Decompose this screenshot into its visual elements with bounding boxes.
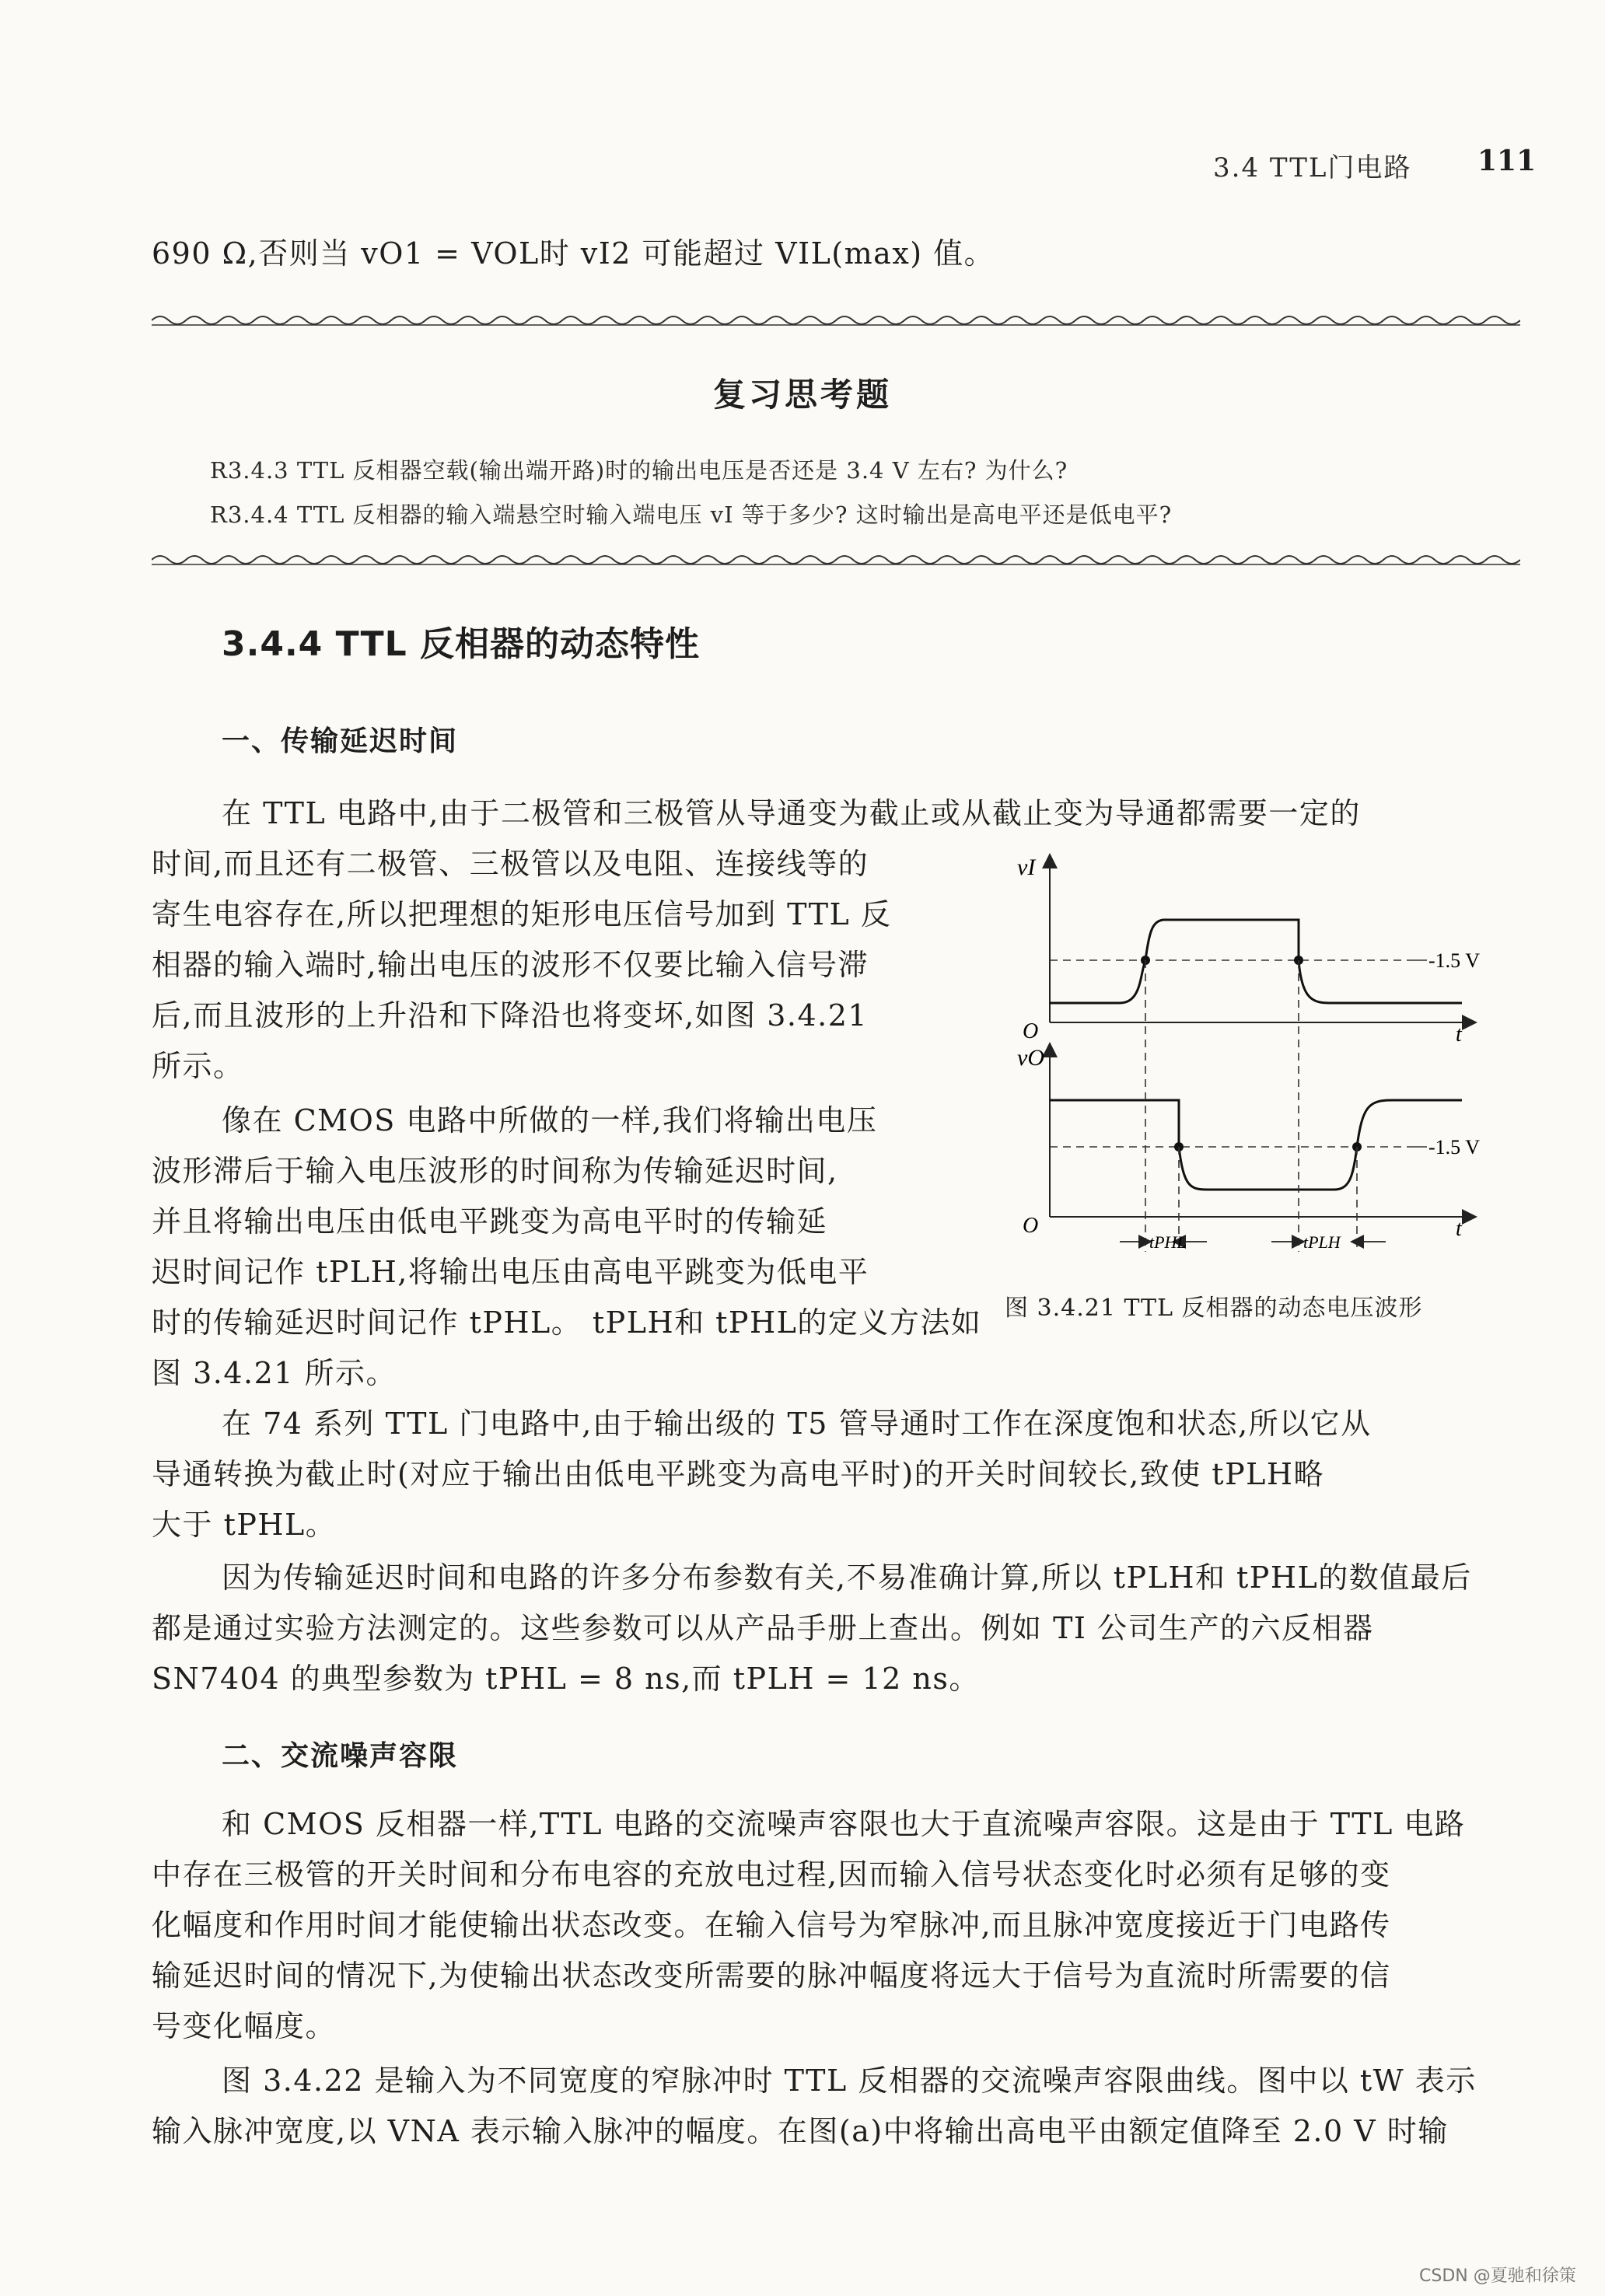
review-question-1: R3.4.3 TTL 反相器空载(输出端开路)时的输出电压是否还是 3.4 V 左右? 为什么? xyxy=(210,457,1068,484)
t-label-top: t xyxy=(1456,1022,1462,1047)
figure-caption: 图 3.4.21 TTL 反相器的动态电压波形 xyxy=(1005,1295,1423,1322)
para5-line-1: 和 CMOS 反相器一样,TTL 电路的交流噪声容限也大于直流噪声容限。这是由于 TTL 电路 xyxy=(222,1807,1466,1841)
origin-label-bottom: O xyxy=(1023,1214,1039,1238)
t-label-bottom: t xyxy=(1456,1217,1462,1241)
para4-line-3: SN7404 的典型参数为 tPHL = 8 ns,而 tPLH = 12 ns。 xyxy=(152,1662,980,1696)
para2-line-4: 迟时间记作 tPLH,将输出电压由高电平跳变为低电平 xyxy=(152,1255,869,1289)
vi-axis-label: vI xyxy=(1017,854,1036,880)
para2-line-3: 并且将输出电压由低电平跳变为高电平时的传输延 xyxy=(152,1204,828,1239)
top-line: 690 Ω,否则当 vO1 = VOL时 vI2 可能超过 VIL(max) 值。 xyxy=(152,236,995,271)
para5-line-3: 化幅度和作用时间才能使输出状态改变。在输入信号为窄脉冲,而且脉冲宽度接近于门电路传 xyxy=(152,1908,1391,1942)
tplh-label: tPLH xyxy=(1303,1232,1341,1252)
watermark: CSDN @夏驰和徐策 xyxy=(1419,2266,1576,2286)
subsection-1-title: 一、传输延迟时间 xyxy=(222,725,459,757)
para6-line-2: 输入脉冲宽度,以 VNA 表示输入脉冲的幅度。在图(a)中将输出高电平由额定值降至 2.0 V 时输 xyxy=(152,2114,1449,2148)
threshold-label-bottom: -1.5 V xyxy=(1428,1136,1480,1158)
para5-line-5: 号变化幅度。 xyxy=(152,2009,337,2043)
para5-line-4: 输延迟时间的情况下,为使输出状态改变所需要的脉冲幅度将远大于信号为直流时所需要的信 xyxy=(152,1959,1391,1993)
subsection-2-title: 二、交流噪声容限 xyxy=(222,1740,459,1772)
para5-line-2: 中存在三极管的开关时间和分布电容的充放电过程,因而输入信号状态变化时必须有足够的变 xyxy=(152,1857,1391,1892)
para4-line-2: 都是通过实验方法测定的。这些参数可以从产品手册上查出。例如 TI 公司生产的六反相器 xyxy=(152,1611,1374,1645)
para2-line-5: 时的传输延迟时间记作 tPHL。 tPLH和 tPHL的定义方法如 xyxy=(152,1305,982,1340)
para4-line-1: 因为传输延迟时间和电路的许多分布参数有关,不易准确计算,所以 tPLH和 tPHL的数值最后 xyxy=(222,1560,1472,1595)
para3-line-1: 在 74 系列 TTL 门电路中,由于输出级的 T5 管导通时工作在深度饱和状态,所以它从 xyxy=(222,1407,1372,1441)
running-header-section: 3.4 TTL门电路 xyxy=(1213,152,1412,183)
para2-line-6: 图 3.4.21 所示。 xyxy=(152,1356,397,1390)
review-title: 复习思考题 xyxy=(712,376,892,414)
threshold-label-top: -1.5 V xyxy=(1428,949,1480,972)
wavy-divider-top xyxy=(152,313,1520,328)
para3-line-2: 导通转换为截止时(对应于输出由低电平跳变为高电平时)的开关时间较长,致使 tPLH略 xyxy=(152,1457,1325,1491)
para6-line-1: 图 3.4.22 是输入为不同宽度的窄脉冲时 TTL 反相器的交流噪声容限曲线。图中以 tW 表示 xyxy=(222,2064,1477,2098)
vo-waveform xyxy=(1050,1100,1462,1190)
wavy-divider-bottom xyxy=(152,552,1520,568)
para1-line-5: 后,而且波形的上升沿和下降沿也将变坏,如图 3.4.21 xyxy=(152,998,869,1033)
review-question-2: R3.4.4 TTL 反相器的输入端悬空时输入端电压 vI 等于多少? 这时输出是高电平还是低电平? xyxy=(210,501,1173,528)
vo-axis-label: vO xyxy=(1017,1045,1044,1071)
para1-line-4: 相器的输入端时,输出电压的波形不仅要比输入信号滞 xyxy=(152,948,869,982)
para1-line-6: 所示。 xyxy=(152,1049,244,1083)
para1-line-2: 时间,而且还有二极管、三极管以及电阻、连接线等的 xyxy=(152,847,869,881)
para1-line-1: 在 TTL 电路中,由于二极管和三极管从导通变为截止或从截止变为导通都需要一定的 xyxy=(222,796,1361,830)
para3-line-3: 大于 tPHL。 xyxy=(152,1508,337,1542)
para2-line-1: 像在 CMOS 电路中所做的一样,我们将输出电压 xyxy=(222,1103,878,1138)
para1-line-3: 寄生电容存在,所以把理想的矩形电压信号加到 TTL 反 xyxy=(152,897,892,931)
origin-label-top: O xyxy=(1023,1019,1039,1043)
page-number: 111 xyxy=(1477,145,1537,177)
tphl-label: tPHL xyxy=(1149,1232,1187,1252)
para2-line-2: 波形滞后于输入电压波形的时间称为传输延迟时间, xyxy=(152,1154,838,1188)
vi-waveform xyxy=(1050,920,1462,1003)
section-heading: 3.4.4 TTL 反相器的动态特性 xyxy=(222,624,700,664)
waveform-figure xyxy=(1003,844,1501,1263)
